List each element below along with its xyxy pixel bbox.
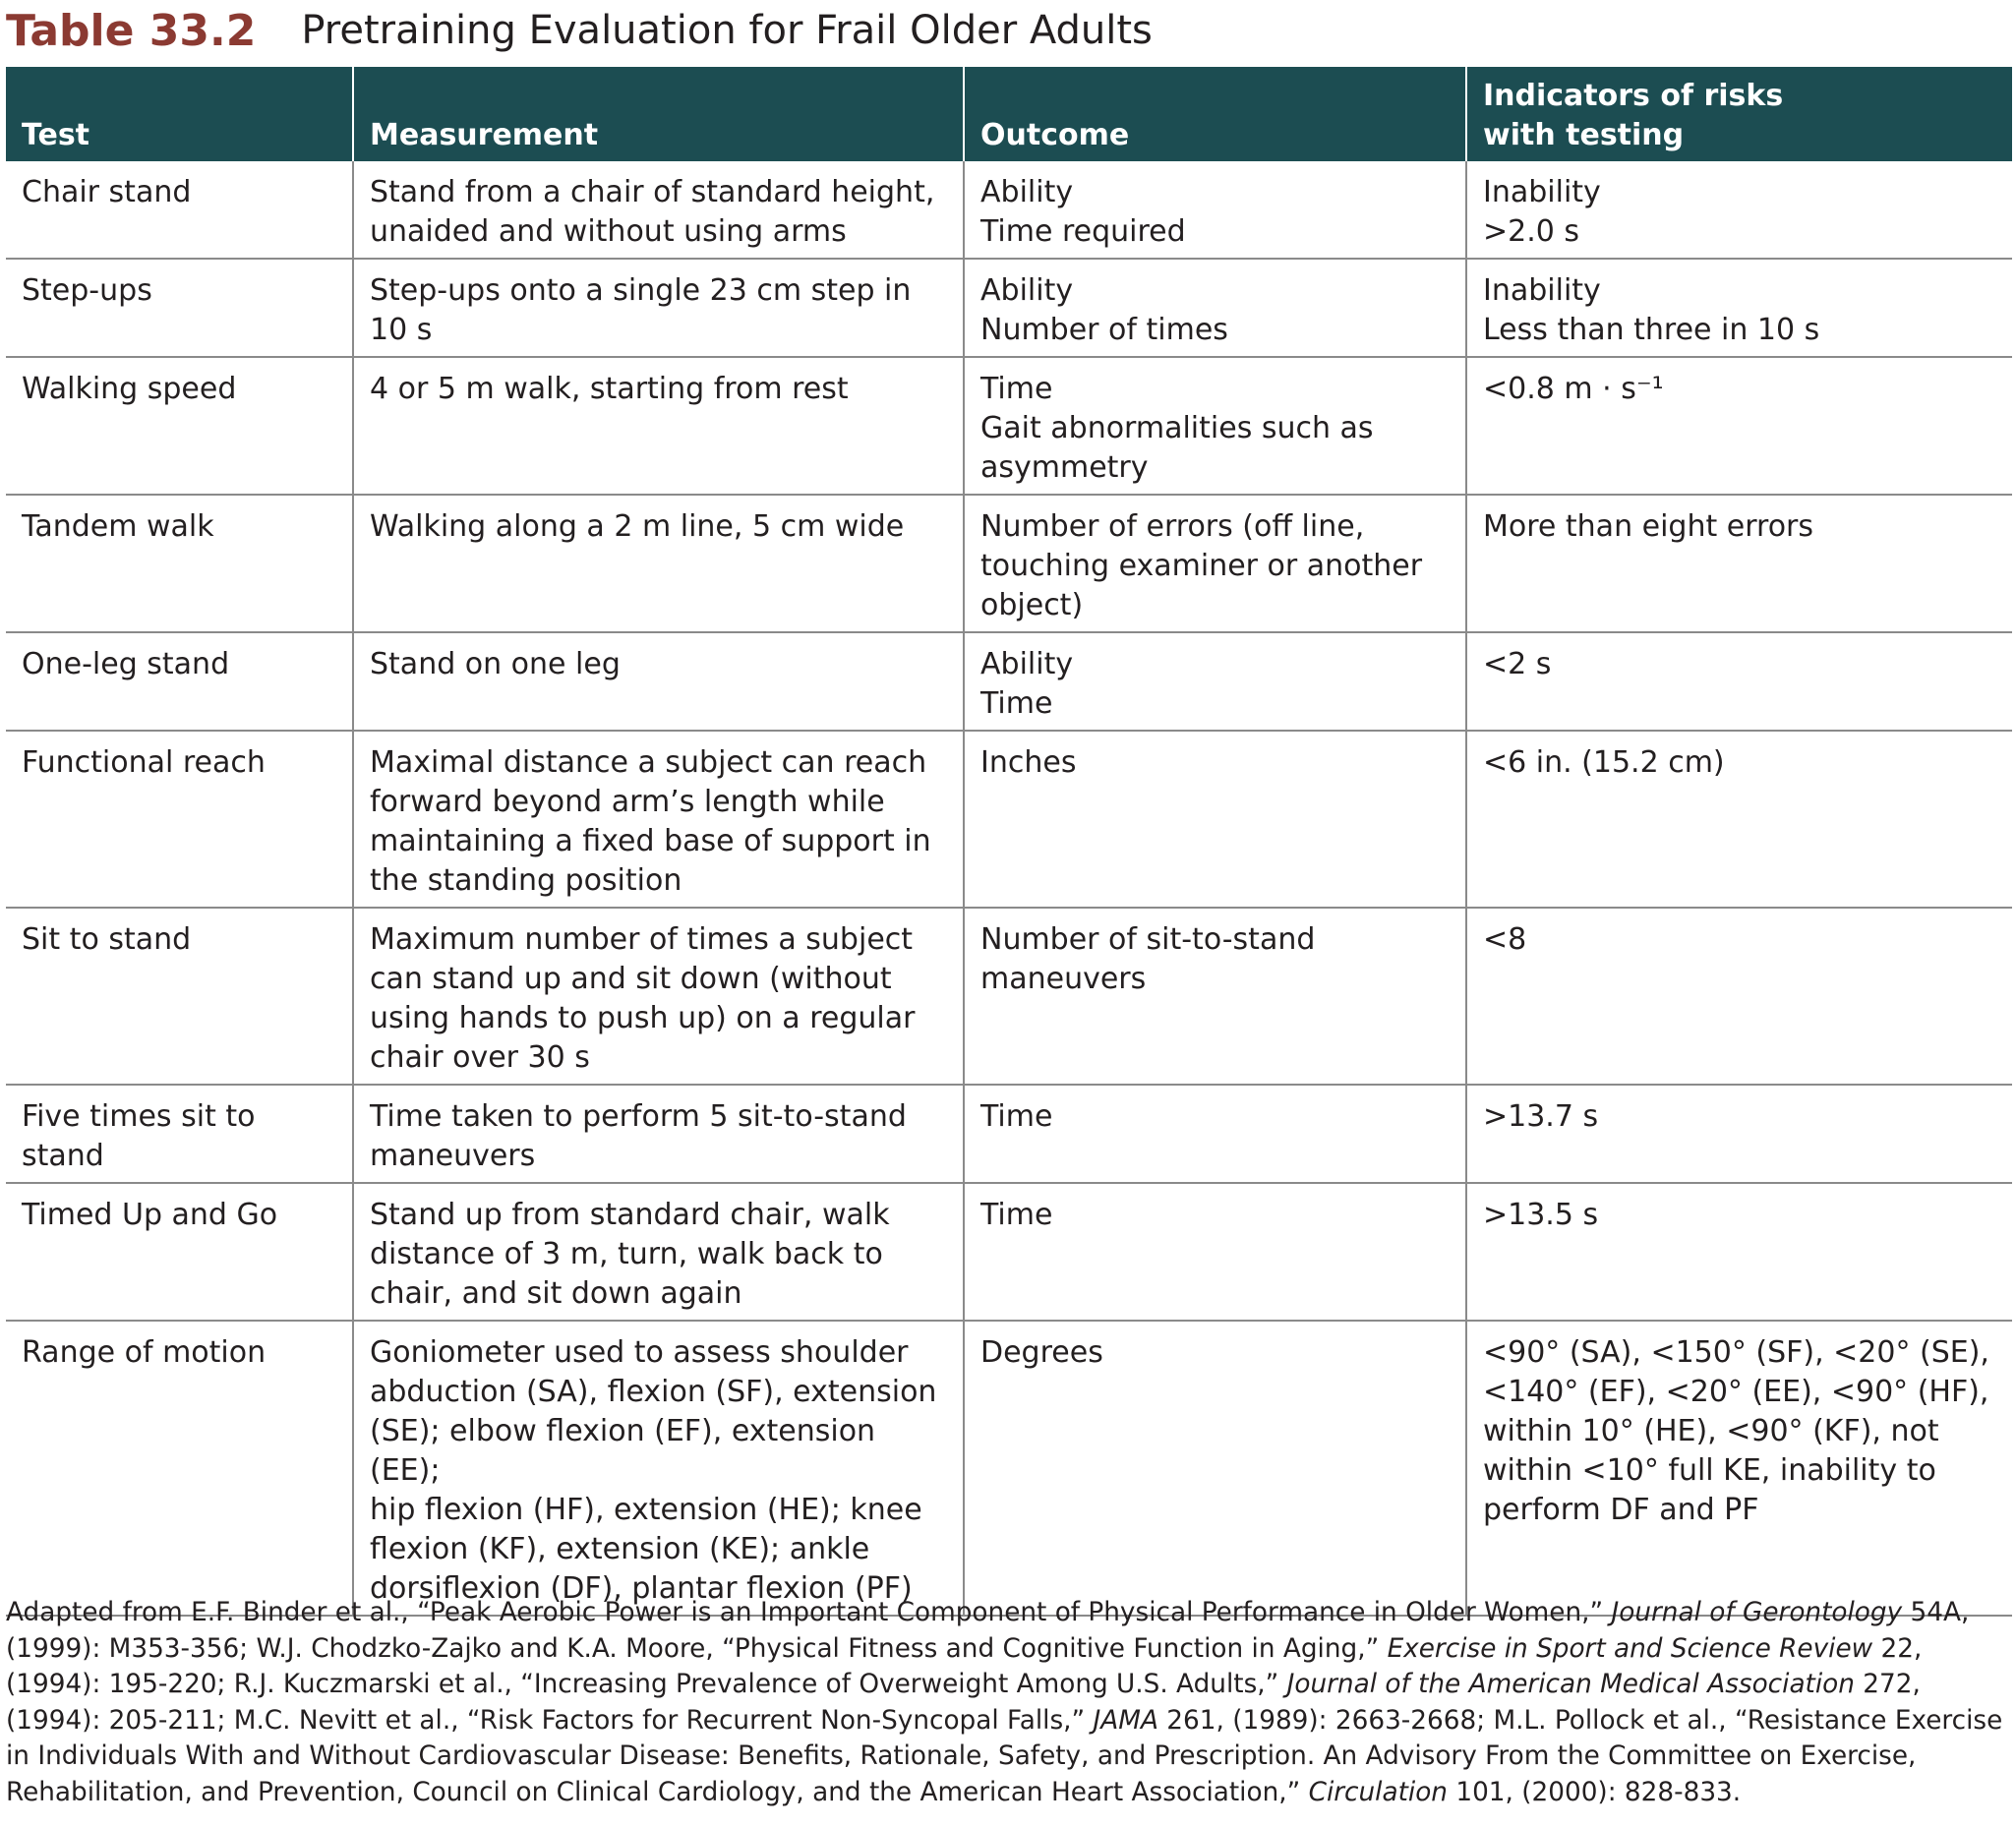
cell-outcome: Ability Time [964,632,1466,731]
table-header [6,67,2012,161]
cell-test: Chair stand [6,161,353,259]
cell-outcome: Number of errors (off line, touching examiner or another object) [964,495,1466,632]
cell-measurement: 4 or 5 m walk, starting from rest [353,357,964,495]
column-header-measurement: Measurement [353,67,964,161]
cell-outcome: Ability Time required [964,161,1466,259]
cell-risk-indicator: <90° (SA), <150° (SF), <20° (SE), <140° (EF), <20° (EE), <90° (HF), within 10° (HE), <90° (KF), not within <10° full KE, inability to perform DF and PF [1466,1321,2012,1616]
cell-risk-indicator: <0.8 m · s⁻¹ [1466,357,2012,495]
table-row [6,1183,2012,1321]
column-header-outcome: Outcome [964,67,1466,161]
table-caption [6,2,1153,59]
cell-test: Walking speed [6,357,353,495]
table-title: Pretraining Evaluation for Frail Older Adults [301,8,1153,53]
cell-test: Timed Up and Go [6,1183,353,1321]
cell-outcome: Degrees [964,1321,1466,1616]
cell-measurement: Step-ups onto a single 23 cm step in 10 s [353,259,964,357]
cell-measurement: Stand on one leg [353,632,964,731]
footnote-text: 54A, (1999): M353-356; W.J. Chodzko-Zajko and K.A. Moore, “Physical Fitness and Cognitive Function in Aging,” [6,1598,1970,1664]
cell-measurement: Stand from a chair of standard height, unaided and without using arms [353,161,964,259]
cell-measurement: Time taken to perform 5 sit-to-stand maneuvers [353,1085,964,1183]
footnote-journal-title: Circulation [1308,1777,1448,1807]
footnote-text: 272, (1994): 205-211; M.C. Nevitt et al., “Risk Factors for Recurrent Non-Syncopal Falls,” [6,1670,1921,1736]
cell-risk-indicator: <6 in. (15.2 cm) [1466,731,2012,908]
table-row [6,161,2012,259]
cell-measurement: Stand up from standard chair, walk distance of 3 m, turn, walk back to chair, and sit down again [353,1183,964,1321]
cell-measurement: Maximal distance a subject can reach forward beyond arm’s length while maintaining a fixed base of support in the standing position [353,731,964,908]
footnote-text: 261, (1989): 2663-2668; M.L. Pollock et al., “Resistance Exercise in Individuals With and Without Cardiovascular Disease: Benefits, Rationale, Safety, and Prescription. An Advisory From the Committee on Exercise, Rehabilitation, and Prevention, Council on Clinical Cardiology, and the American Heart Association,” [6,1705,2003,1807]
footnote-journal-title: Exercise in Sport and Science Review [1387,1633,1873,1664]
cell-outcome: Time [964,1085,1466,1183]
cell-risk-indicator: <8 [1466,908,2012,1085]
cell-test: Range of motion [6,1321,353,1616]
cell-risk-indicator: More than eight errors [1466,495,2012,632]
table-row [6,731,2012,908]
cell-test: Functional reach [6,731,353,908]
table-row [6,357,2012,495]
column-header-risk-indicator: Indicators of risks with testing [1466,67,2012,161]
table-row [6,1321,2012,1616]
footnote-text: 22, (1994): 195-220; R.J. Kuczmarski et al., “Increasing Prevalence of Overweight Among U.S. Adults,” [6,1633,1923,1699]
cell-risk-indicator: Inability >2.0 s [1466,161,2012,259]
cell-measurement: Maximum number of times a subject can stand up and sit down (without using hands to push up) on a regular chair over 30 s [353,908,964,1085]
table-row [6,908,2012,1085]
column-header-test: Test [6,67,353,161]
cell-measurement: Goniometer used to assess shoulder abduction (SA), flexion (SF), extension (SE); elbow flexion (EF), extension (EE); hip flexion (HF), extension (HE); knee flexion (KF), extension (KE); ankle dorsiflexion (DF), plantar flexion (PF) [353,1321,964,1616]
cell-outcome: Time Gait abnormalities such as asymmetry [964,357,1466,495]
footnote-journal-title: Journal of Gerontology [1611,1598,1903,1627]
cell-outcome: Time [964,1183,1466,1321]
cell-outcome: Number of sit-to-stand maneuvers [964,908,1466,1085]
cell-risk-indicator: <2 s [1466,632,2012,731]
cell-risk-indicator: >13.7 s [1466,1085,2012,1183]
cell-test: Tandem walk [6,495,353,632]
cell-test: Step-ups [6,259,353,357]
table-row [6,632,2012,731]
footnote-journal-title: JAMA [1093,1705,1158,1736]
evaluation-table [6,67,2012,1617]
table-row [6,1085,2012,1183]
table-body [6,161,2012,1616]
cell-test: One-leg stand [6,632,353,731]
footnote-text: 101, (2000): 828-833. [1447,1777,1742,1807]
footnote-text: Adapted from E.F. Binder et al., “Peak Aerobic Power is an Important Component of Physical Performance in Older Women,” [6,1598,1612,1627]
table-row [6,495,2012,632]
cell-outcome: Ability Number of times [964,259,1466,357]
cell-test: Five times sit to stand [6,1085,353,1183]
cell-test: Sit to stand [6,908,353,1085]
table-row [6,259,2012,357]
footnote-journal-title: Journal of the American Medical Association [1286,1670,1855,1699]
table-number: Table 33.2 [6,5,257,56]
cell-measurement: Walking along a 2 m line, 5 cm wide [353,495,964,632]
header-row [6,67,2012,161]
cell-outcome: Inches [964,731,1466,908]
source-footnote [6,1595,2012,1810]
cell-risk-indicator: Inability Less than three in 10 s [1466,259,2012,357]
cell-risk-indicator: >13.5 s [1466,1183,2012,1321]
